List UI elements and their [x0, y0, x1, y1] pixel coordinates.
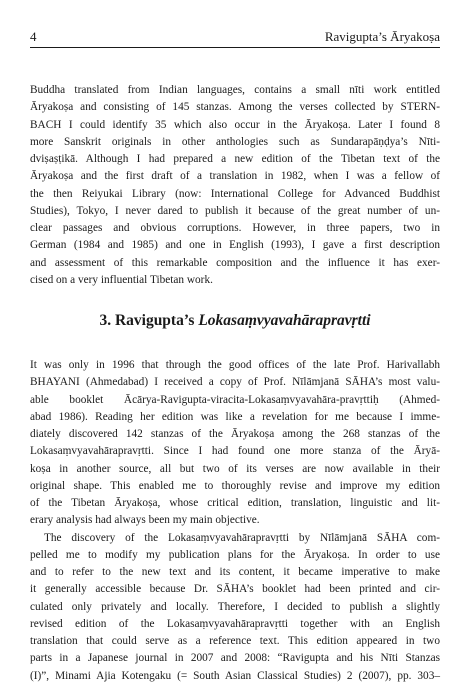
- text-line: abad 1986). Reading her edition was like a revelation for me because I imme-: [30, 410, 440, 423]
- text-line: Āryakoṣa and the first draft of a translation in 1982, when I was a fellow of: [30, 170, 440, 183]
- text-line: revised edition of the Lokasaṃvyavahārapravṛtti together with an English: [30, 617, 440, 630]
- section-title-plain: Ravigupta’s: [114, 312, 195, 329]
- paragraph-1: [30, 82, 440, 289]
- text-line: able booklet Ācārya-Ravigupta-viracita-Lokasaṃvyavahāra-pravṛttiḥ (Ahmed-: [30, 393, 440, 406]
- text-line: The discovery of the Lokasaṃvyavahārapravṛtti by Nīlāmjanā SĀHA com-: [44, 531, 440, 544]
- text-line: cised on a very influential Tibetan work.: [30, 273, 213, 286]
- paragraph-2: [30, 357, 440, 530]
- section-heading: [30, 311, 440, 331]
- text-line: clear passages and obvious corruptions. However, in three papers, two in: [30, 222, 440, 234]
- text-line: BHAYANI (Ahmedabad) I received a copy of Prof. Nīlāmjanā SĀHA’s most valu-: [30, 376, 440, 389]
- text-line: Buddha translated from Indian languages, contains a small nīti work entitled: [30, 84, 440, 96]
- text-line: more Sanskrit originals in other anthologies such as Sundarapāṇḍya’s Nīti-: [30, 135, 440, 148]
- header-rule: [30, 47, 440, 48]
- text-line: koṣa in another source, all but two of its verses are now available in their: [30, 462, 440, 475]
- text-line: translation that could serve as a reference text. This edition appeared in two: [30, 635, 440, 647]
- text-line: Lokasaṃvyavahārapravṛtti. Since I had found one more stanza of the Āryā-: [30, 445, 440, 458]
- text-line: diately discovered 142 stanzas of the Āryakoṣa among the 268 stanzas of the: [30, 428, 440, 440]
- running-title: Ravigupta’s Āryakoṣa: [324, 29, 440, 44]
- page: [30, 28, 440, 685]
- paragraph-3: [30, 530, 440, 685]
- running-head: [30, 28, 440, 47]
- text-line: Studies), Tokyo, I never dared to publish it because of the great number of un-: [30, 204, 440, 217]
- text-line: and assessment of this remarkable composition and the influence it has exer-: [30, 256, 440, 269]
- text-line: original shape. This enabled me to thoroughly revise and improve my edition: [30, 479, 440, 492]
- text-line: pelled me to modify my publication plans for the Āryakoṣa. In order to use: [30, 548, 440, 561]
- text-line: (I)”, Minami Ajia Kotengaku (= South Asian Classical Studies) 2 (2007), pp. 303–: [30, 669, 440, 682]
- text-line: and to refer to the new text and its content, it became imperative to make: [30, 566, 440, 578]
- page-number: 4: [30, 29, 37, 44]
- section-title-italic: Lokasaṃvyavahārapravṛtti: [198, 312, 371, 329]
- text-line: culated only privately and locally. Therefore, I decided to publish a slightly: [30, 600, 440, 613]
- text-line: parts in a Japanese journal in 2007 and 2008: “Ravigupta and his Nīti Stanzas: [30, 652, 440, 665]
- text-line: of the Tibetan Āryakoṣa, whose critical edition, translation, linguistic and lit-: [30, 497, 440, 509]
- text-line: it generally accessible because Dr. SĀHA’s booklet had been printed and cir-: [30, 583, 440, 596]
- text-line: erary analysis had always been my main objective.: [30, 514, 260, 527]
- text-line: Āryakoṣa and consisting of 145 stanzas. Among the verses collected by STERN-: [30, 101, 440, 114]
- section-number: 3.: [99, 312, 112, 329]
- text-line: BACH I could identify 35 which also occur in the Āryakoṣa. Later I found 8: [30, 118, 440, 131]
- text-line: It was only in 1996 that through the good offices of the late Prof. Harivallabh: [30, 359, 440, 371]
- text-line: the then Reiyukai Library (now: International College for Advanced Buddhist: [30, 187, 440, 200]
- text-line: dviṣaṣṭikā. Although I had prepared a new edition of the Tibetan text of the: [30, 153, 440, 165]
- text-line: German (1984 and 1985) and one in English (1993), I gave a first description: [30, 239, 440, 252]
